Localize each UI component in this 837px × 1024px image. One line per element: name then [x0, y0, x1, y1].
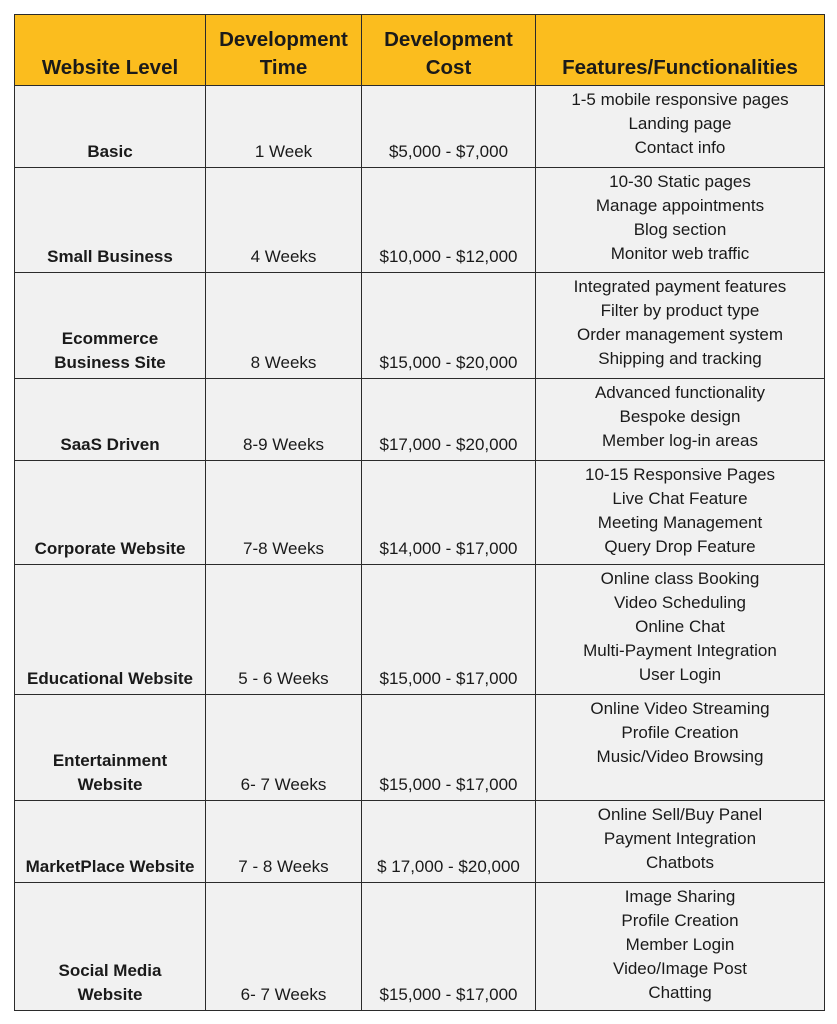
feature-item: Online Sell/Buy Panel — [597, 805, 763, 824]
header-row — [15, 15, 825, 86]
development-time-cell: 8 Weeks — [206, 273, 362, 379]
features-cell — [536, 461, 825, 565]
website-level-cell — [15, 695, 206, 801]
table-row — [15, 273, 825, 379]
website-level-text: Social Media — [58, 961, 162, 980]
table-row — [15, 461, 825, 565]
feature-item: Monitor web traffic — [610, 244, 750, 263]
development-time-cell: 6- 7 Weeks — [206, 695, 362, 801]
table-body — [15, 86, 825, 1011]
website-level-cell — [15, 379, 206, 461]
pricing-table — [14, 14, 825, 1011]
feature-item: User Login — [638, 665, 722, 684]
table-row — [15, 86, 825, 168]
features-cell — [536, 801, 825, 883]
website-level-text: Corporate Website — [34, 539, 186, 558]
feature-item: 1-5 mobile responsive pages — [571, 90, 789, 109]
website-level-text: Basic — [87, 142, 133, 161]
feature-item: Manage appointments — [595, 196, 765, 215]
development-cost-cell: $17,000 - $20,000 — [362, 379, 536, 461]
header-website-level: Website Level — [15, 15, 206, 86]
feature-item: Contact info — [634, 138, 726, 157]
development-time-cell: 4 Weeks — [206, 168, 362, 273]
feature-item: Shipping and tracking — [598, 349, 762, 368]
development-time-cell: 7-8 Weeks — [206, 461, 362, 565]
website-level-text: MarketPlace Website — [25, 857, 195, 876]
development-time-cell: 1 Week — [206, 86, 362, 168]
feature-item: Music/Video Browsing — [596, 747, 764, 766]
features-cell — [536, 168, 825, 273]
development-cost-cell: $15,000 - $20,000 — [362, 273, 536, 379]
development-cost-cell: $ 17,000 - $20,000 — [362, 801, 536, 883]
development-time-cell: 8-9 Weeks — [206, 379, 362, 461]
website-level-text: Small Business — [47, 247, 173, 266]
feature-item: 10-15 Responsive Pages — [585, 465, 775, 484]
feature-item: Filter by product type — [600, 301, 760, 320]
website-level-cell — [15, 801, 206, 883]
table-row — [15, 379, 825, 461]
feature-item: Chatbots — [645, 853, 715, 872]
feature-item: Landing page — [628, 114, 732, 133]
development-time-cell: 6- 7 Weeks — [206, 883, 362, 1011]
feature-item: Image Sharing — [624, 887, 736, 906]
table-row — [15, 883, 825, 1011]
feature-item: Advanced functionality — [594, 383, 766, 402]
website-level-cell — [15, 273, 206, 379]
website-level-cell — [15, 565, 206, 695]
feature-item: Order management system — [577, 325, 783, 344]
development-time-cell: 5 - 6 Weeks — [206, 565, 362, 695]
feature-item: Member log-in areas — [602, 431, 758, 450]
feature-item: Profile Creation — [621, 911, 739, 930]
feature-item: Meeting Management — [597, 513, 763, 532]
website-level-text: Ecommerce — [61, 329, 159, 348]
features-cell — [536, 86, 825, 168]
table-row — [15, 801, 825, 883]
development-cost-cell: $5,000 - $7,000 — [362, 86, 536, 168]
website-level-cell — [15, 883, 206, 1011]
feature-item: Video Scheduling — [613, 593, 746, 612]
feature-item: Video/Image Post — [613, 959, 747, 978]
development-cost-cell: $10,000 - $12,000 — [362, 168, 536, 273]
table-row — [15, 695, 825, 801]
features-cell — [536, 565, 825, 695]
header-features: Features/Functionalities — [536, 15, 825, 86]
development-cost-cell: $14,000 - $17,000 — [362, 461, 536, 565]
header-development-time: Development Time — [206, 15, 362, 86]
website-level-text: Entertainment — [52, 751, 168, 770]
development-time-cell: 7 - 8 Weeks — [206, 801, 362, 883]
features-cell — [536, 883, 825, 1011]
features-cell — [536, 273, 825, 379]
feature-item: Integrated payment features — [573, 277, 787, 296]
table-row — [15, 565, 825, 695]
features-cell — [536, 379, 825, 461]
feature-item: Query Drop Feature — [604, 537, 756, 556]
website-level-cell — [15, 461, 206, 565]
website-level-text: Website — [77, 985, 143, 1004]
website-level-cell — [15, 168, 206, 273]
website-level-text: Educational Website — [27, 669, 193, 688]
feature-item: Online class Booking — [600, 569, 760, 588]
development-cost-cell: $15,000 - $17,000 — [362, 883, 536, 1011]
feature-item: Multi-Payment Integration — [583, 641, 777, 660]
feature-item: Bespoke design — [619, 407, 741, 426]
website-level-cell — [15, 86, 206, 168]
feature-item: Blog section — [633, 220, 727, 239]
website-level-text: Website — [77, 775, 143, 794]
table-row — [15, 168, 825, 273]
feature-item: Profile Creation — [621, 723, 739, 742]
feature-item: Online Video Streaming — [590, 699, 770, 718]
website-level-text: Business Site — [54, 353, 166, 372]
feature-item: Online Chat — [635, 617, 725, 636]
header-development-cost: Development Cost — [362, 15, 536, 86]
development-cost-cell: $15,000 - $17,000 — [362, 695, 536, 801]
website-level-text: SaaS Driven — [60, 435, 160, 454]
features-cell — [536, 695, 825, 801]
feature-item: 10-30 Static pages — [609, 172, 751, 191]
development-cost-cell: $15,000 - $17,000 — [362, 565, 536, 695]
feature-item: Chatting — [648, 983, 712, 1002]
feature-item: Payment Integration — [603, 829, 757, 848]
feature-item: Member Login — [625, 935, 735, 954]
feature-item: Live Chat Feature — [612, 489, 748, 508]
